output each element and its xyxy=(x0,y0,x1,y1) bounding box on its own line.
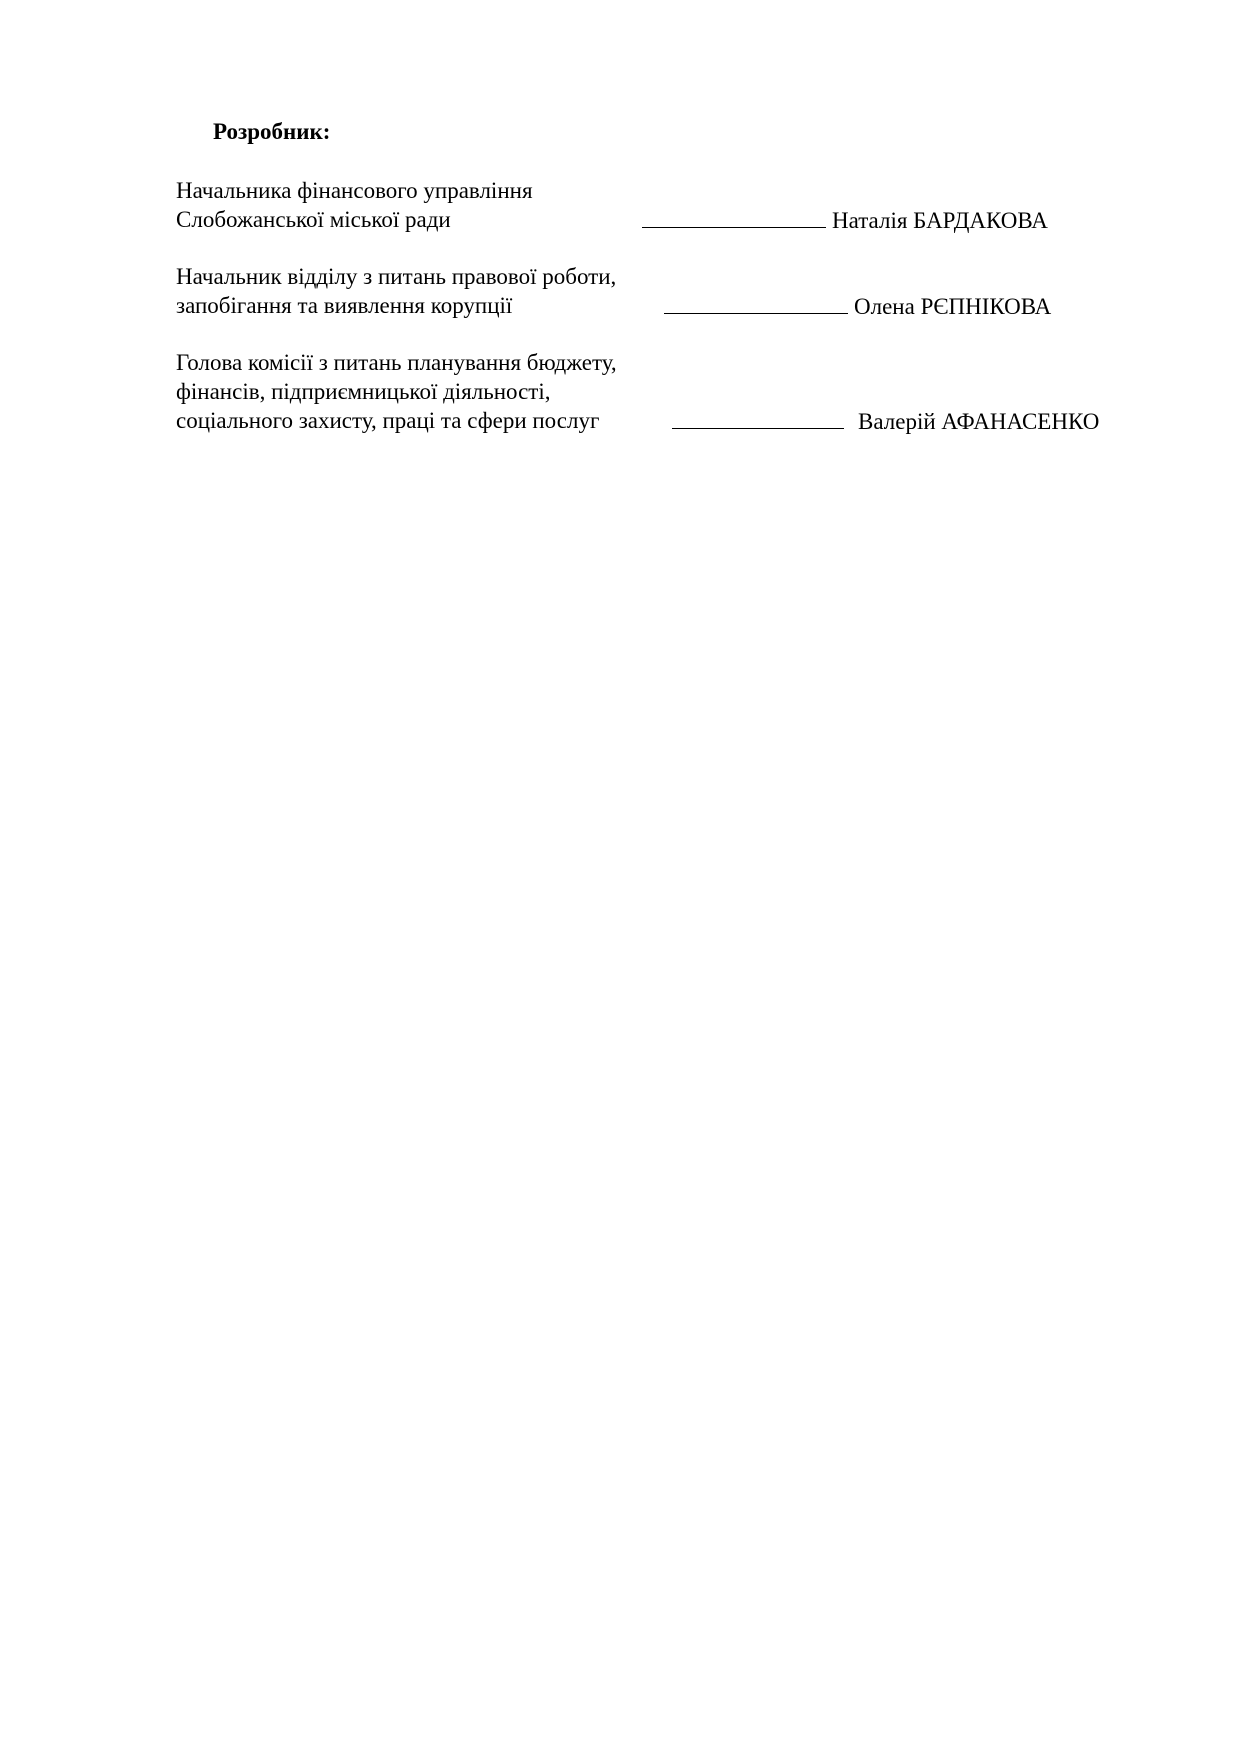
signatory-block-1 xyxy=(176,176,1136,234)
signature-area xyxy=(664,291,1051,321)
position-line xyxy=(176,406,1136,435)
signatory-block-3 xyxy=(176,348,1136,435)
signatory-name: Наталія БАРДАКОВА xyxy=(832,208,1048,233)
signatory-block-2 xyxy=(176,262,1136,320)
position-text: Слобожанської міської ради xyxy=(176,207,451,232)
position-text: Голова комісії з питань планування бюджету, xyxy=(176,350,617,375)
developer-heading: Розробник: xyxy=(213,119,331,144)
position-line xyxy=(176,176,1136,205)
position-line xyxy=(176,205,1136,234)
position-line xyxy=(176,262,1136,291)
position-text: фінансів, підприємницької діяльності, xyxy=(176,379,551,404)
position-text: Начальника фінансового управління xyxy=(176,178,533,203)
position-line xyxy=(176,377,1136,406)
position-line xyxy=(176,348,1136,377)
signature-blank xyxy=(672,406,844,429)
signatory-name: Валерій АФАНАСЕНКО xyxy=(858,409,1100,434)
signatory-name: Олена РЄПНІКОВА xyxy=(854,294,1052,319)
signature-area xyxy=(672,406,1099,436)
signature-area xyxy=(642,205,1048,235)
position-text: Начальник відділу з питань правової роботи, xyxy=(176,264,617,289)
position-text: соціального захисту, праці та сфери послуг xyxy=(176,408,600,433)
position-text: запобігання та виявлення корупції xyxy=(176,293,513,318)
position-line xyxy=(176,291,1136,320)
signature-blank xyxy=(664,291,848,314)
signature-blank xyxy=(642,205,826,228)
